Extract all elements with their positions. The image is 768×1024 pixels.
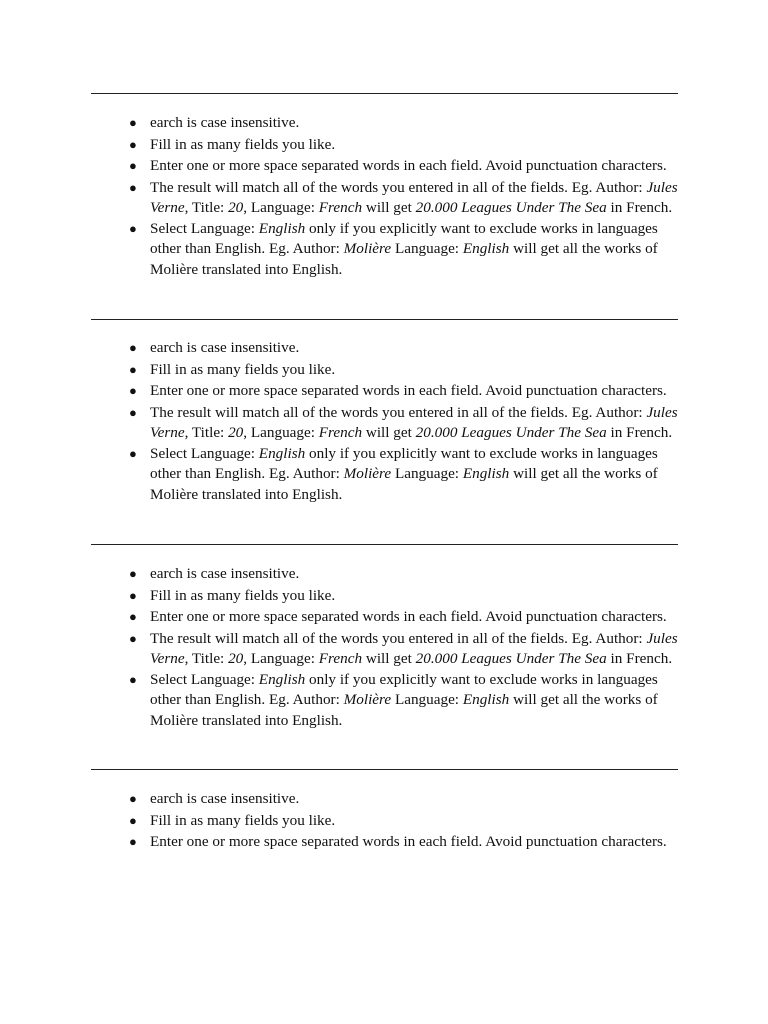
list-item-text: Fill in as many fields you like. — [150, 811, 336, 829]
bullet-icon: ● — [129, 609, 137, 624]
search-tips-block — [91, 338, 678, 506]
list-item-text: only if you explicitly want to exclude works in languages other than English. Eg. Author: — [150, 445, 658, 483]
emphasis-text: English — [258, 671, 306, 689]
list-item — [91, 156, 678, 176]
horizontal-rule — [91, 319, 678, 320]
list-item-text: will get — [362, 198, 416, 216]
list-item — [91, 629, 678, 669]
list-item — [91, 178, 678, 218]
list-item-text: Enter one or more space separated words in each field. Avoid punctuation characters. — [150, 382, 667, 399]
list-item — [91, 444, 678, 505]
list-item-text: , Title: — [184, 198, 229, 216]
list-item-text: earch is case insensitive. — [150, 565, 300, 582]
bullet-icon: ● — [129, 587, 137, 603]
bullet-icon: ● — [129, 136, 137, 152]
list-item-text: will get all the works of Molière translated into English. — [150, 465, 658, 503]
emphasis-text: English — [258, 220, 306, 238]
bullet-icon: ● — [129, 361, 137, 377]
list-item — [91, 832, 678, 852]
list-item — [91, 607, 678, 627]
list-item-text: Language: — [391, 240, 463, 258]
emphasis-text: English — [462, 691, 510, 709]
emphasis-text: French — [318, 649, 363, 667]
list-item — [91, 670, 678, 731]
list-item — [91, 403, 678, 443]
emphasis-text: 20 — [228, 423, 244, 441]
search-tips-block — [91, 113, 678, 281]
bullet-icon: ● — [129, 115, 137, 130]
list-item-text: in French. — [606, 423, 673, 441]
horizontal-rule — [91, 93, 678, 94]
list-item-text: earch is case insensitive. — [150, 339, 300, 356]
list-item-text: , Language: — [243, 423, 319, 441]
bullet-icon: ● — [129, 404, 137, 420]
list-item — [91, 811, 678, 831]
emphasis-text: English — [462, 240, 510, 258]
list-item-text: Select Language: — [150, 220, 259, 238]
list-item-text: , Language: — [243, 649, 319, 667]
list-item-text: Language: — [391, 691, 463, 709]
bullet-icon: ● — [129, 383, 137, 398]
bullet-icon: ● — [129, 179, 137, 195]
list-item — [91, 113, 678, 133]
list-item — [91, 381, 678, 401]
list-item-text: Select Language: — [150, 671, 259, 689]
emphasis-text: French — [318, 198, 363, 216]
list-item — [91, 135, 678, 155]
list-item-text: , Language: — [243, 198, 319, 216]
list-item-text: will get — [362, 423, 416, 441]
list-item-text: , Title: — [184, 649, 229, 667]
list-item-text: Language: — [391, 465, 463, 483]
list-item — [91, 586, 678, 606]
list-item — [91, 564, 678, 584]
list-item — [91, 219, 678, 280]
list-item-text: in French. — [606, 198, 673, 216]
emphasis-text: 20 — [228, 649, 244, 667]
list-item-text: only if you explicitly want to exclude works in languages other than English. Eg. Author: — [150, 671, 658, 709]
emphasis-text: Jules Verne — [150, 178, 678, 216]
list-item-text: earch is case insensitive. — [150, 114, 300, 131]
bullet-icon: ● — [129, 566, 137, 581]
bullet-icon: ● — [129, 630, 137, 646]
search-tips-list — [91, 789, 678, 852]
bullet-icon: ● — [129, 158, 137, 173]
emphasis-text: English — [258, 445, 306, 463]
list-item-text: will get all the works of Molière translated into English. — [150, 240, 658, 278]
list-item-text: The result will match all of the words you entered in all of the fields. Eg. Author: — [150, 629, 647, 647]
list-item-text: , Title: — [184, 423, 229, 441]
bullet-icon: ● — [129, 672, 137, 688]
list-item-text: in French. — [606, 649, 673, 667]
emphasis-text: Molière — [343, 691, 392, 709]
list-item-text: Fill in as many fields you like. — [150, 586, 336, 604]
bullet-icon: ● — [129, 221, 137, 237]
emphasis-text: English — [462, 465, 510, 483]
search-tips-block — [91, 789, 678, 854]
emphasis-text: 20.000 Leagues Under The Sea — [415, 423, 607, 441]
list-item-text: will get — [362, 649, 416, 667]
emphasis-text: Jules Verne — [150, 629, 678, 667]
search-tips-list — [91, 338, 678, 505]
list-item-text: earch is case insensitive. — [150, 790, 300, 807]
list-item-text: The result will match all of the words you entered in all of the fields. Eg. Author: — [150, 178, 647, 196]
emphasis-text: French — [318, 423, 363, 441]
bullet-icon: ● — [129, 791, 137, 806]
list-item-text: Enter one or more space separated words in each field. Avoid punctuation characters. — [150, 833, 667, 850]
bullet-icon: ● — [129, 340, 137, 355]
search-tips-list — [91, 113, 678, 280]
list-item-text: Fill in as many fields you like. — [150, 360, 336, 378]
list-item-text: Enter one or more space separated words in each field. Avoid punctuation characters. — [150, 157, 667, 174]
list-item-text: Fill in as many fields you like. — [150, 135, 336, 153]
search-tips-block — [91, 564, 678, 732]
list-item-text: Select Language: — [150, 445, 259, 463]
list-item-text: will get all the works of Molière translated into English. — [150, 691, 658, 729]
search-tips-list — [91, 564, 678, 731]
list-item — [91, 338, 678, 358]
emphasis-text: 20.000 Leagues Under The Sea — [415, 198, 607, 216]
horizontal-rule — [91, 544, 678, 545]
list-item-text: only if you explicitly want to exclude works in languages other than English. Eg. Author: — [150, 220, 658, 258]
emphasis-text: Molière — [343, 240, 392, 258]
bullet-icon: ● — [129, 812, 137, 828]
emphasis-text: 20.000 Leagues Under The Sea — [415, 649, 607, 667]
list-item-text: The result will match all of the words you entered in all of the fields. Eg. Author: — [150, 403, 647, 421]
list-item — [91, 360, 678, 380]
bullet-icon: ● — [129, 834, 137, 849]
emphasis-text: 20 — [228, 198, 244, 216]
list-item-text: Enter one or more space separated words in each field. Avoid punctuation characters. — [150, 608, 667, 625]
horizontal-rule — [91, 769, 678, 770]
list-item — [91, 789, 678, 809]
bullet-icon: ● — [129, 446, 137, 462]
emphasis-text: Jules Verne — [150, 403, 678, 441]
emphasis-text: Molière — [343, 465, 392, 483]
